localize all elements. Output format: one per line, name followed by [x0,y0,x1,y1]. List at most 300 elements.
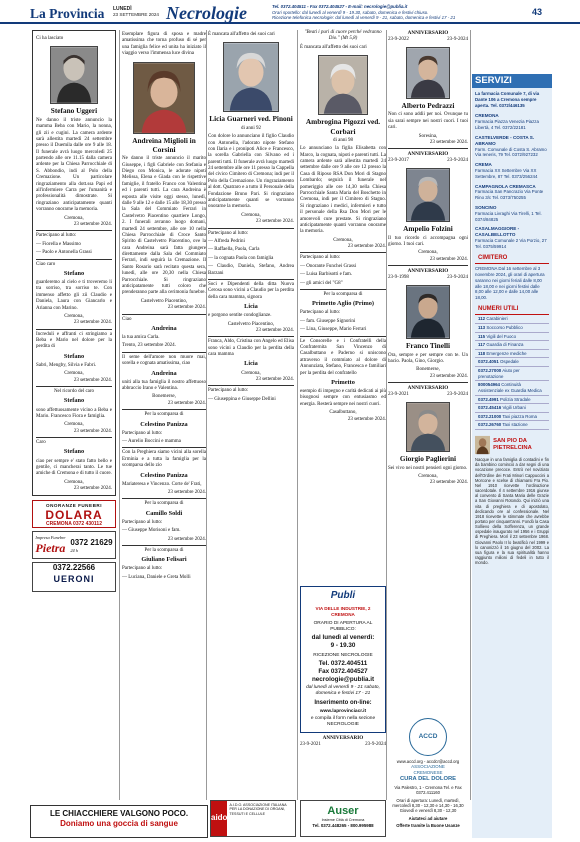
condolence-item: — Alfreda Pedrini [208,238,245,244]
divider [300,336,386,337]
obituary-date: 23 settembre 2024. [73,221,112,227]
pharmacy-entry [472,224,552,251]
divider [36,386,112,387]
number-label: Soccorso Pubblico [486,324,523,330]
deceased-name: Giorgio Paglierini [399,454,457,464]
deceased-name: Licia Guarneri ved. Pinoni [209,114,293,124]
cemetery-title: CIMITERO [475,252,549,265]
publia-online-text: e compila il form nella sezione NECROLOGIE [310,716,376,728]
anniversary-years [388,392,468,398]
message-text: Sabri, Mengby, Silvia e Fabri. [36,362,97,368]
anniversary-date: 23 settembre 2024. [429,139,468,145]
condolence-title: Partecipano al lutto: [122,566,163,572]
message-date: 23 settembre 2024. [73,377,112,383]
auser-logo: Auser [327,805,359,817]
condolence-title: Partecipano al lutto: [300,255,341,261]
pharmacy-details: Farmacia Piazza Venezia Piazza Libertà, 4 Tel. 0372/22181 [475,119,539,130]
useful-number [475,381,549,395]
accd-name-2: CREMONESE [413,770,443,775]
issue-date-text: 23 SETTEMBRE 2024 [113,12,159,17]
divider [388,265,468,266]
blood-donation-slogan: Doniamo una goccia di sangue [60,819,178,829]
number-value[interactable]: 0372.21000 [478,413,502,419]
message-name: Celestino Panizza [140,471,188,479]
obituary-place: Castelvetro Piacentino, [140,298,188,304]
message-name: Stefano [63,448,85,456]
anniversary-year-end: 23-9-2024 [447,157,468,163]
useful-number [475,333,549,342]
message-date: 23 settembre 2024. [167,400,206,406]
anniversary-column [388,30,468,487]
message-name: Stefano [63,397,85,405]
condolence-intro: Per la scomparsa di [144,501,184,507]
message-date: 23 settembre 2024. [167,490,206,496]
condolence-title: Partecipano al lutto: [208,388,249,394]
auser-phone: Tel. 0372.448265 - 800.995988 [312,822,374,828]
anniversary-year-start: 23-9-2022 [388,36,409,42]
accd-note: Aiutateci ad aiutare [408,815,448,821]
number-value[interactable]: 800054964 [478,382,500,388]
divider [36,329,112,330]
anniversary-place: Soresina, [418,133,438,139]
message-text: Con la Preghiera siamo vicini alla sorella Erminia e a tutta la famiglia per la scomparsa dello zio [122,450,206,469]
anniversary-year-start: 23-9-1998 [388,274,409,280]
services-sidebar [472,74,552,838]
message-name: Stefano [63,352,85,360]
saint-text: Nacque in una famiglia di contadini e fin da bambino cominciò a dar segni di una vocazione precoce. Entrò nel noviziato dell'Ordine dei Frati Minori Cappuccini a Morcone e scelse di chiamarsi Fra Pio. Nel 1910 ricevette l'ordinazione sacerdotale. Il 4 settembre 1916 giunse al convento di Santa Maria delle Grazie a San Giovanni Rotondo. Qui iniziò una vita di preghiera e di apostolato, dedicando ore al confessionale. Nel 1918 ricevette le stimmate che avrebbe portato per cinquant'anni. Fondò la Casa Sollievo della Sofferenza, un grande ospedale inaugurato nel 1956 e i Gruppi di Preghiera. Morì il 23 settembre 1968. Giovanni Paolo II lo beatificò nel 1999 e lo canonizzò il 16 giugno del 2002. La sua figura e la sua spiritualità hanno raggiunto milioni di fedeli in tutto il mondo. [475,457,549,566]
divider [300,289,386,290]
page-number: 43 [532,7,543,17]
useful-number [475,324,549,333]
publia-hours-title: ORARIO DI APERTURA AL PUBBLICO: [313,620,373,632]
divider [122,545,206,546]
portrait-photo [406,285,450,339]
auser-text: Insieme Città di Cremona [321,818,365,823]
message-name: Camillo Soldi [145,509,183,517]
condolence-intro: Per la scomparsa di [144,412,184,418]
pharmacy-details: Farmacia Livraghi Via Tirelli, 1 Tel. 0374/84825 [475,210,542,222]
dolara-phone: CREMONA 0372 430112 [46,521,102,528]
deceased-name: Ambrogina Pigozzi ved. Corbari [305,117,381,136]
anniversary-title: ANNIVERSARIO [407,385,449,392]
message-text: esempio di impegno e carità dedicati ai più bisognosi sempre con entusiasmo ed energia. Resterà sempre nei nostri cuori. [300,389,386,407]
number-value[interactable]: 0372.45416 [478,405,502,411]
publia-online-title: Inserimento on-line: [314,700,372,707]
useful-number [475,350,549,359]
anniversary-years [300,742,386,748]
obituary-date: 23 settembre 2024. [167,305,206,311]
message-place: Bonemerse, [152,394,176,400]
portrait-photo [406,47,450,99]
number-label: Vigili Urbani [502,405,526,411]
anniversary-text: Sei vivo nei nostri pensieri ogni giorno. [388,465,468,471]
number-label: Taxi piazza Roma [502,413,537,419]
condolence-item: — Onorante Funchei Grassi [300,263,357,269]
services-title: SERVIZI [472,74,552,88]
divider [122,498,206,499]
divider [36,437,112,438]
pharmacy-city: CASALMAGGIORE - CASALBELLOTTO [475,226,520,238]
condolence-item: — Giuseppe Morisoni e fam. [122,528,181,534]
divider [122,352,206,353]
blood-donation-ad[interactable] [30,805,208,838]
divider [36,259,112,260]
condolence-item: — fam. Giuseppe Signorini [300,318,356,324]
accd-name [388,764,468,782]
anniversary-year-end: 23-9-2024 [365,741,386,747]
column-divider [297,30,298,800]
number-value[interactable]: 113 [478,324,486,330]
accd-logo-text: ACCD [418,732,438,740]
accd-address: Via Palestro, 1 - Cremona Tel. e Fax 0372.411160 [394,784,462,796]
saint-title: SAN PIO DA PIETRELCINA [493,437,532,452]
message-text: guarderemo al cielo e ti troveremo li tra sorriso, tra sorriso te. Con immenso affetto gli zii Claudio e Daniela, Laura con Giancarlo e Arianna con Marino. [36,279,112,311]
divider [122,314,206,315]
aido-text: A.I.D.O. ASSOCIAZIONE ITALIANA PER LA DONAZIONE DI ORGANI, TESSUTI E CELLULE [229,803,287,816]
pharmacy-details: Farm. Comunale di Costa S. Abramo Via Ieneris, 79 Tel. 0372/927232 [475,146,547,158]
pietra-subtitle: Impresa Funebre [35,534,66,540]
obituary-date: 23 settembre 2024. [255,219,294,225]
deceased-age: di anni 92 [241,125,261,131]
column-divider [119,30,120,800]
obituary-column-1 [32,30,116,592]
deceased-name: Andreina Miglioli in Corsini [132,135,196,154]
services-intro: La farmacia Comunale 7, di via Dante 106 a Cremona sempre aperta. Tel. 0372/446135 [475,91,540,108]
publia-address: VIA DELLE INDUSTRIE, 2 CREMONA [315,605,371,617]
portrait-photo [318,55,368,115]
pietra-name: Pietra [35,540,66,555]
anniversary-place: Cremona, [418,473,438,479]
pietra-24h: 24 h [70,547,78,553]
message-name: Andreina [151,369,177,377]
message-intro: Ciao caro [36,261,56,267]
number-value[interactable]: 0372.4051 [478,359,499,365]
message-name: Celestino Panizza [140,420,188,428]
message-name: Primetto Aglio (Primo) [312,300,374,308]
message-name: Licia [244,360,258,368]
message-date: 23 settembre 2024. [347,416,386,422]
issue-day: LUNEDÌ [113,6,132,12]
pharmacy-city: CREMONA [475,113,499,119]
condolence-title: Partecipano al lutto: [208,230,249,236]
message-text: la tua amica Carla. [122,335,160,341]
obituary-uggeri [32,30,116,496]
condolence-item: — gli amici del "G8" [300,280,343,286]
condolence-item: — Fiorella e Massimo [36,241,81,247]
divider [36,230,112,231]
page-header [0,0,580,24]
message-place: Casalbuttano, [329,410,357,416]
issue-date [113,6,159,18]
saint-portrait-icon [475,433,490,457]
number-value[interactable]: 0372.27000 [478,368,502,374]
pharmacy-details: Farmacia XX Settembre Via XX Settembre, 87 Tel. 0373/256244 [475,168,538,179]
message-place: Cremona, [64,422,84,428]
deceased-name: Alberto Pedrazzi [401,101,455,111]
accd-ad[interactable] [388,718,468,828]
blood-donation-headline: LE CHIACCHIERE VALGONO POCO. [49,809,189,818]
useful-number [475,341,549,350]
divider [208,385,294,386]
column-divider [206,30,207,800]
number-label: Carabinieri [486,316,508,322]
publia-email[interactable]: necrologie@publia.it [311,676,375,684]
obituary-column-3 [208,30,294,405]
useful-number [475,421,549,430]
auser-ad[interactable] [300,800,386,837]
obituary-intro: Ci ha lasciato [36,36,64,41]
accd-logo-icon [409,718,447,756]
pharmacy-entry [472,133,552,160]
deceased-name: Stefano Uggeri [50,106,98,116]
header-contact-line: Tel. 0372.404511 - Fax 0372.404527 - E-mail: necrologie@publia.it [272,4,408,9]
message-name: Giuliano Felisari [141,556,187,564]
pharmacy-entry [472,160,552,181]
anniversary-text: Il tuo ricordo ci accompagna ogni giorno. I tuoi cari. [388,235,468,248]
message-text: uniti alla tua famiglia il nostro affettuoso abbraccio Irano e Valentina. [122,379,206,392]
obituary-place: Cremona, [241,212,261,218]
dolara-name: DOLARA [45,508,103,523]
message-place: Castelvetro Piacentino, [227,321,275,327]
obituary-text: Ne danno il triste annuncio la mamma Beba con Mario, la nonna, gli zii e cugini. La camera ardente sarà allestita martedì 24 settembre presso il Duemila dalle ore 9 alle 18. Il funerale avrà luogo mercoledì 25 partendo alle ore 11.15 dalla camera ardente per la Chiesa Parrocchiale di S. Abbondio, indi al Polo della Cremazione. Un particolare ringraziamento alla dott.ssa Papi ed all'infermiere Carra per l'umanità e professionalità dimostrate. Si ringraziano anticipatamente quanti vorranno onorarne la memoria. [36,117,112,213]
divider [208,336,294,337]
anniversary-place: Cremona, [418,250,438,256]
saint-of-the-day [472,430,552,568]
publia-hours: 9 - 19.30 [330,641,356,649]
deceased-age: di anni 98 [333,137,353,143]
divider [300,252,386,253]
anniversary-title: ANNIVERSARIO [322,735,364,741]
divider [122,409,206,410]
message-text: Soci e Dipendenti della ditta Nuova Cerosa sono vicini a Claudio per la perdita della cara mamma, signora [208,281,294,300]
condolence-item: — la cognata Paola con famiglia [208,255,274,261]
anniversary-years [388,37,468,43]
number-value[interactable]: 115 [478,333,486,339]
divider [122,447,206,448]
message-date: 23 settembre 2024. [255,327,294,333]
divider [388,382,468,383]
message-text: Il seme dell'amore non muore mai, sorella e cognata amatissima, ciao [122,354,206,367]
anniversary-place: Bonemerse, [416,367,440,373]
condolence-item: — Luciana, Daniele e Greta Molli [122,574,191,580]
divider [208,228,294,229]
number-value[interactable]: 0372.4991 [478,396,499,402]
number-label: Vigili del Fuoco [486,333,517,339]
message-text: e porgono sentite condoglianze. [208,313,272,319]
portrait-photo [133,62,195,134]
divider [208,279,294,280]
anniversary-year-start: 23-9-2021 [388,391,409,397]
message-date: 23 settembre 2024. [167,536,206,542]
message-name: Andreina [151,324,177,332]
obituary-place: Cremona, [333,237,353,243]
publia-reception-title: RICEZIONE NECROLOGIE [313,652,373,658]
message-place: Cremona, [64,313,84,319]
anniversary-date: 23 settembre 2024. [429,256,468,262]
anniversary-years [388,275,468,281]
useful-number [475,358,549,367]
message-place: Cremona, [64,479,84,485]
obituary-text: Lo annunciano la figlia Elisabetta con Marco, la cognata, nipoti e parenti tutti. La camera ardente sarà allestita martedì 24 settembre dalle ore 9 alle ore 12 presso la Casa di Riposo RSA Don Mori di Stagno Lombardo; seguirà il funerale nel pomeriggio alle ore 14,30 nella Chiesa Parrocchiale Santa Maria del Boschetto in Cremona, indi per il Cimitero di Stagno. Si ringraziano i medici, infermieri e tutto il personale della Rsa Don Mori per le amorevoli cure prestate. Si ringraziano anticipatamente quanti vorranno onorarne la memoria. [300,146,386,235]
cemetery-text: CREMONA Dal 16 settembre al 3 novembre 2024, gli orari di apertura saranno nei giorni feriali dalle 8,00 alle 18,00 e nei giorni festivi dalle 8,00 alle 12,00 e dalle 14,00 alle 18,00. [475,266,545,300]
condolence-title: Partecipano al lutto: [122,430,163,436]
column-divider [386,30,387,800]
obituary-text: Con dolore lo annunciano il figlio Claudio con Antonella, l'adorato nipote Stefano con Ilaria e i pronipoti Alice e Francesco, la sorella Gabriella con Silvano ed i parenti tutti. Il funerale avrà luogo martedì 24 settembre alle ore 11 presso la Cappella del civico Cimitero di Cremona; indi per il Polo della Cremazione. Un ringraziamento al dott. Quatraro e a tutto il Personale della Fondazione Bruno Pari. Si ringraziano anticipatamente quanti se vorranno onorarne la memoria. [208,134,294,210]
ueroni-ad[interactable] [32,562,116,592]
condolence-intro: Per la scomparsa di [323,292,363,298]
publia-box[interactable] [300,586,386,733]
pharmacy-details: Farmacia Comunale 2 Via Porzio, 27 Tel. 0375/59914 [475,238,547,249]
accd-hours: Orari di apertura: Lunedì, martedì, mercoledì 8,30 - 12,30 e 14,30 - 16,30 Giovedì e venerdì 8,30 - 12,30 [392,797,464,814]
pharmacy-city: SONCINO [475,204,497,210]
useful-number [475,413,549,422]
publia-fax: Fax 0372.404527 [318,668,368,676]
number-label: Aiuto per prenotazione [478,368,520,379]
publia-reception-hours: dal lunedì al venerdì 9 - 21 sabato, domenica e festivi 17 - 21 [306,685,380,697]
message-date: 23 settembre 2024. [255,376,294,382]
accd-name-3: CURA DEL DOLORE [399,775,457,782]
pharmacy-entry [472,111,552,132]
condolence-item: — Lina, Giuseppe, Mario Ferrari [300,327,367,333]
message-text: Mariateresa e Vincenzo. Corte de' Frati, [122,481,202,487]
useful-number [475,367,549,381]
number-label: Emergenze mediche [486,350,527,356]
newspaper-logo[interactable]: La Provincia [30,6,105,21]
obituary-date: 23 settembre 2024. [347,244,386,250]
number-value[interactable]: 112 [478,316,486,322]
header-phone-line: Ricezione telefonica necrologie: dal lunedì al venerdì 9 - 21, sabato, domenica e festivi 17 - 21 [272,15,456,21]
anniversary-years [388,158,468,164]
header-hours-line: Orari sportello: dal lunedì al venerdì 9 - 19.30, sabato, domenica e festivi chiuso. [272,9,429,15]
number-value[interactable]: 0372.26760 [478,422,502,428]
anniversary-year-end: 23-9-2024 [447,391,468,397]
condolence-item: — Aurelio Boccini e mamma [122,439,181,445]
portrait-photo [406,402,450,452]
condolence-intro: Per la scomparsa di [144,548,184,554]
anniversary-title: ANNIVERSARIO [407,30,449,36]
number-value[interactable]: 117 [478,342,486,348]
accd-name-1: ASSOCIAZIONE [411,764,445,770]
message-date: 23 settembre 2024. [73,486,112,492]
anniversary-date: 23 settembre 2024. [429,373,468,379]
obituary-column-4 [300,30,386,423]
anniversary-year-end: 23-9-2024 [447,274,468,280]
anniversary-text: Ora, sempre e per sempre con te. Un bacio. Paola, Gino, Giorgio. [388,352,468,365]
pietra-phone: 0372 21629 [70,537,113,547]
message-date: 23 settembre 2024. [73,320,112,326]
condolence-item: — Raffaella, Paola, Carla [208,247,260,253]
accd-offer: Offerte tramite la Buone Usanze [396,823,460,829]
number-label: Polizia Stradale [500,396,531,402]
portrait-photo [406,168,450,222]
aido-ad[interactable] [210,800,296,837]
message-date: 23 settembre 2024. [73,428,112,434]
publia-days: dal lunedì al venerdì: [311,633,375,641]
ueroni-phone: 0372.22566 [52,563,96,573]
useful-numbers-title: NUMERI UTILI [475,303,549,316]
obituary-intro: È mancata all'affetto dei suoi cari [300,44,367,50]
pietra-ad[interactable] [32,531,116,559]
number-label: Guardia di Finanza [486,342,524,348]
dolara-ad[interactable] [32,500,116,528]
obituary-place: Cremona, [64,215,84,221]
aido-logo: aido [211,801,227,836]
pharmacy-city: CREMA [475,162,492,168]
condolence-item: — Luisa Barbisotti e fam. [300,272,353,278]
message-text: Le Consorelle e i Confratelli della Confraternita San Vincenzo di Casalbuttano e Paderno si uniscono attraverso il commiato al dolore di Annunziata, Stefano, Francesca e familiari per la perdita del confratello [300,338,386,376]
anniversary-date: 23 settembre 2024. [429,480,468,486]
condolence-title: Partecipano al lutto: [36,233,77,239]
condolence-item: — Paolo e Antonella Grassi [36,250,92,256]
deceased-name: Ampelio Folzini [403,224,453,234]
message-name: Primetto [331,378,355,386]
divider [388,148,468,149]
pharmacy-details: Farmacia San Pancrazio Via Ponte Rino 3/c Tel. 0373/750255 [475,189,544,201]
obituary-text: Ne danno il triste annuncio il marito Giuseppe, i figli Gabriele con Stefania e Diego con Monica, le adorate nipoti Melissa, Elena e Giada con le rispettive famiglie, il fratello Franco con Valentina ed i parenti tutti. La cara Andreina è esposta alle visite oggi stesso, lunedì, dalle 9 alle 12 e dalle 15 alle 18,30 presso la Sala del Commiato Ferrari in Castelvetro Piacentino quartiere Longo, 2. I funerali avranno luogo domani, martedì 24 settembre, alle ore 10 nella Chiesa Parrocchiale di Croce Santo Spirito di Castelvetro Piacentino, ove la cara Andreina sarà fatta giungere direttamente dalla Sala del Commiato Ferrari, indi seguirà la Cremazione. Il Santo Rosario sarà recitato questa sera, lunedì, alle ore 20,30 nella Chiesa Parrocchiale. Si ringraziano anticipatamente tutti coloro che prenderanno parte alla cerimonia funebre. [122,156,206,296]
section-title: Necrologie [166,3,247,23]
anniversary-text: Non ci sono addii per noi. Ovunque tu sia sarai sempre nei nostri cuori. I tuoi cari. [388,112,468,131]
dolara-subtitle: ONORANZE FUNEBRI [46,503,102,509]
message-text: sono affettuosamente vicino a Beba e Mario. Francesco Fiora e famiglia. [36,407,112,419]
number-label: Taxi stazione [502,422,528,428]
message-text: Increduli e affranti ci stringiamo a Beba e Mario nel dolore per la perdita di [36,331,112,350]
message-intro: Ciao [122,316,132,322]
message-place: Cremona, [241,370,261,376]
condolence-title: Partecipano al lutto: [300,310,341,316]
anniversary-title: ANNIVERSARIO [407,268,449,275]
message-name: Stefano [63,269,85,277]
condolence-item: — Giuseppina e Giuseppe Dellini [208,396,276,402]
deceased-name: Franco Tinelli [405,341,451,351]
portrait-photo [223,42,279,112]
message-intro: Caro [36,440,46,446]
publia-website[interactable]: www.laprovinciacr.it [319,709,367,715]
accd-web[interactable]: www.accd.org - accdcr@accd.org [396,759,460,764]
message-place: Cremona, [64,371,84,377]
anniversary-martani [300,735,386,748]
ueroni-name: UERONI [53,573,95,584]
anniversary-year-start: 23-9-2017 [388,157,409,163]
useful-number [475,404,549,413]
message-text: Franca, Aldo, Cristina con Angelo ed Elisa sono vicini a Claudio per la perdita della cara mamma [208,339,294,358]
portrait-photo [50,46,98,104]
pharmacy-entry [472,203,552,224]
publia-phone[interactable]: Tel. 0372.404511 [318,660,368,668]
anniversary-year-end: 23-9-2024 [447,36,468,42]
condolence-item: — Claudio, Daniela, Stefano, Andrea Barzani [208,264,294,276]
obituary-intro: Esemplare figura di sposa e madre amatissima che torna profuso di sé per una famiglia felice ed unita ha iniziato il viaggio verso l'immensa luce divina [122,32,206,57]
publia-logo: Publi [330,590,356,601]
useful-number [475,315,549,324]
pharmacy-entry [472,182,552,203]
obituary-quote: "Beati i puri di cuore perché vedranno Dio." (Mt 5,8) [304,30,382,42]
number-label: Ospedale [500,359,519,365]
number-value[interactable]: 118 [478,350,486,356]
pharmacy-city: CASTELVERDE - COSTA S. ABRAMO [475,134,535,146]
message-place: Trento, 23 settembre 2024. [122,343,176,349]
message-name: Licia [244,303,258,311]
message-text: ciao per sempre e' stato fatto bello e gentile, ci mancherai tanto. Le tue amiche di Cremona e di tutto il cuore. [36,458,112,477]
anniversary-title: ANNIVERSARIO [407,151,449,158]
anniversary-year-start: 23-9-2021 [300,741,321,747]
number-label: Continuità Assistenziale ex Guardia Medica [478,382,542,393]
obituary-intro: È mancata all'affetto dei suoi cari [208,32,275,37]
column-divider [470,30,471,800]
obituary-column-2 [122,30,206,583]
useful-number [475,396,549,405]
condolence-title: Partecipano al lutto: [122,519,163,525]
pharmacy-city: CAMPAGNOLA CREMASCA [475,183,536,189]
